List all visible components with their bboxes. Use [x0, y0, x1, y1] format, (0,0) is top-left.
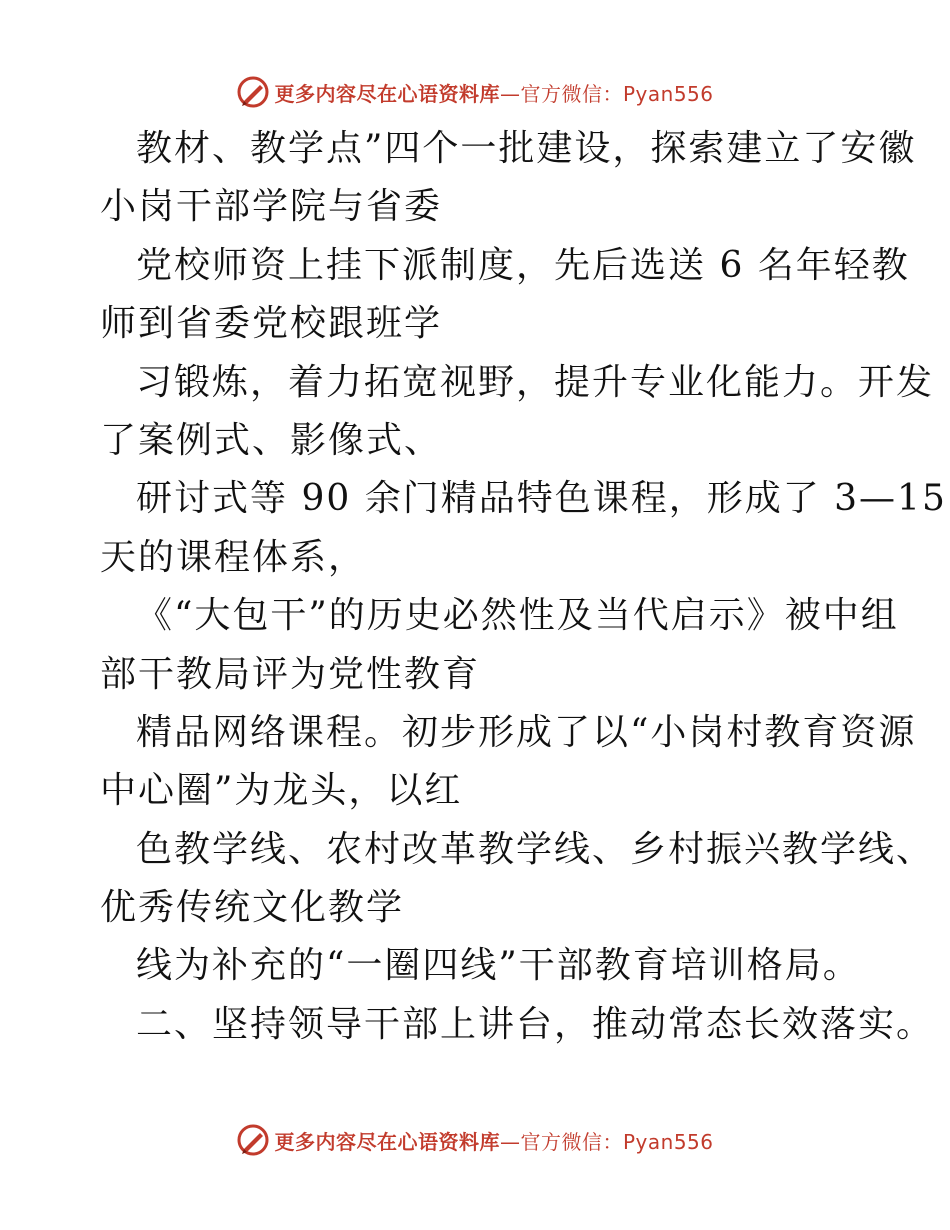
- text-line: 师到省委党校跟班学: [100, 303, 443, 345]
- watermark-suffix: 官方微信：: [520, 81, 623, 106]
- text-line: 优秀传统文化教学: [100, 887, 405, 929]
- text-line: 《“大包干”的历史必然性及当代启示》被中组: [136, 595, 899, 637]
- text-line: 小岗干部学院与省委: [100, 186, 443, 228]
- text-line: 了案例式、影像式、: [100, 419, 443, 461]
- pen-logo-icon: [236, 1123, 270, 1157]
- watermark-text: [274, 1126, 713, 1155]
- text-line: 色教学线、农村改革教学线、乡村振兴教学线、: [136, 828, 935, 870]
- watermark-main-text: 更多内容尽在心语资料库: [274, 81, 500, 106]
- text-line: 部干教局评为党性教育: [100, 653, 481, 695]
- watermark-separator: —: [499, 1129, 521, 1154]
- watermark-account: Pyan556: [622, 81, 714, 106]
- text-line: 线为补充的“一圈四线”干部教育培训格局。: [136, 945, 861, 987]
- watermark-account: Pyan556: [622, 1129, 714, 1154]
- header-watermark: [0, 72, 950, 112]
- section-heading: 二、坚持领导干部上讲台，推动常态长效落实。: [136, 1003, 935, 1045]
- watermark-main-text: 更多内容尽在心语资料库: [274, 1129, 500, 1154]
- watermark-separator: —: [499, 81, 521, 106]
- text-line: 党校师资上挂下派制度，先后选送 6 名年轻教: [136, 244, 910, 286]
- document-body: [100, 120, 947, 1054]
- watermark-text: [274, 78, 713, 107]
- footer-watermark: [0, 1120, 950, 1160]
- text-line: 研讨式等 90 余门精品特色课程，形成了 3—15: [136, 478, 947, 520]
- text-line: 教材、教学点”四个一批建设，探索建立了安徽: [136, 128, 917, 169]
- text-line: 精品网络课程。初步形成了以“小岗村教育资源: [136, 711, 917, 753]
- text-line: 中心圈”为龙头，以红: [100, 770, 463, 812]
- text-line: 习锻炼，着力拓宽视野，提升专业化能力。开发: [136, 361, 935, 403]
- watermark-suffix: 官方微信：: [520, 1129, 623, 1154]
- pen-logo-icon: [236, 75, 270, 109]
- text-line: 天的课程体系，: [100, 536, 367, 578]
